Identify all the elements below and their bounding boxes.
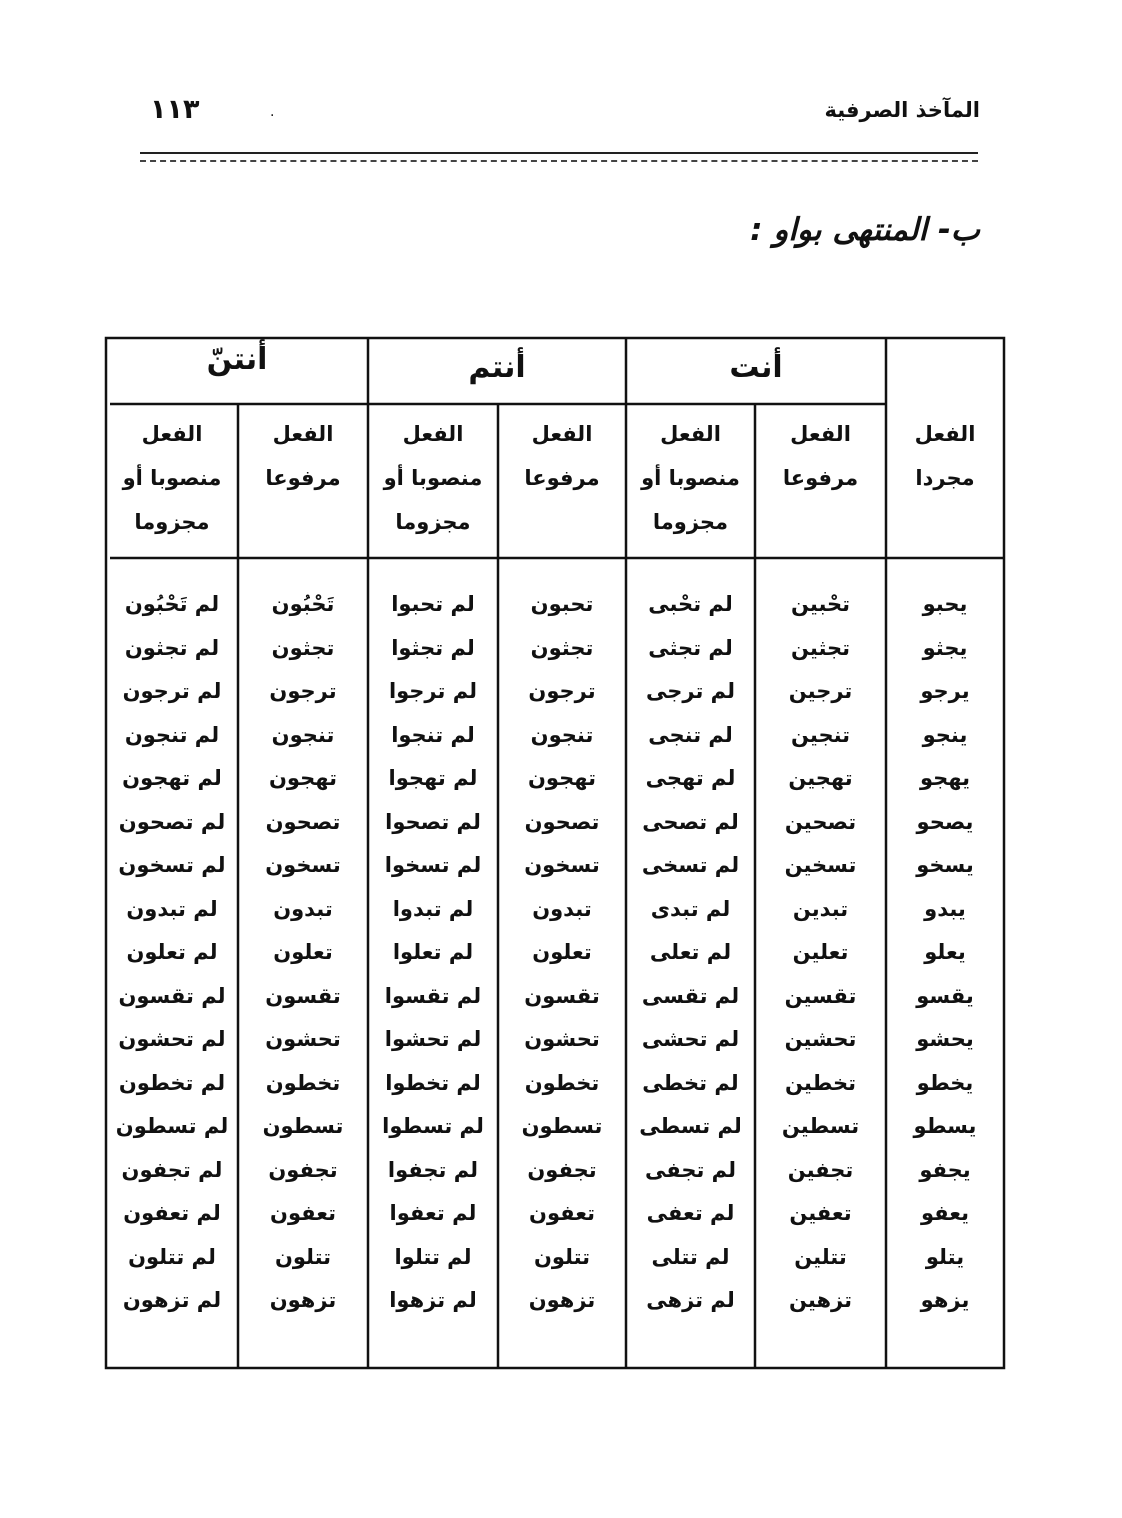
cell-anti-marfu: تهجين [788,766,853,790]
cell-antum-mansub: لم تخطوا [385,1070,481,1095]
cell-antunna-mansub: لم تعفون [123,1201,221,1225]
cell-anti-marfu: تنجين [790,722,851,747]
cell-anti-mansub: لم تزهى [646,1288,735,1312]
cell-antum-marfu: تسخون [524,853,600,877]
cell-antunna-mansub: لم تجثون [124,635,220,660]
cell-antum-mansub: لم تسخوا [384,853,482,877]
cell-anti-marfu: تجفين [787,1157,854,1182]
col-header-base: الفعل مجردا [914,422,976,490]
cell-anti-marfu: تخطين [785,1070,856,1095]
cell-antunna-mansub: لم تنجون [124,722,220,747]
header-rule [140,152,978,162]
cell-antunna-marfu: تَحْبُون [271,592,335,616]
cell-antunna-marfu: تهجون [269,766,337,790]
cell-anti-mansub: لم تنجى [648,722,733,747]
col-header-antum-mansub: الفعل منصوبا أو مجزوما [383,422,483,534]
cell-antunna-marfu: ترجون [269,679,337,703]
cell-antunna-mansub: لم تسخون [118,853,226,877]
cell-antum-mansub: لم تصحوا [385,809,481,834]
cell-antunna-mansub: لم تَحْبُون [124,592,220,616]
cell-base: يقسو [916,983,974,1008]
cell-antunna-marfu: تحشون [265,1027,341,1051]
cell-antum-marfu: تحبون [530,592,594,616]
cell-base: يحشو [916,1027,974,1051]
cell-anti-mansub: لم تهجى [645,766,736,790]
col-header-antunna-mansub: الفعل منصوبا أو مجزوما [122,422,222,534]
cell-antum-marfu: ترجون [528,679,596,703]
print-speck: · [270,108,275,124]
cell-anti-mansub: لم تسخى [641,853,740,877]
cell-antum-mansub: لم تنجوا [391,722,475,747]
cell-antunna-mansub: لم تصحون [118,809,226,834]
col-header-anti-mansub: الفعل منصوبا أو مجزوما [641,422,740,534]
cell-base: يبدو [924,896,966,921]
cell-antum-marfu: تقسون [524,983,600,1008]
cell-antum-marfu: تزهون [528,1288,596,1312]
cell-anti-mansub: لم تسطى [639,1114,742,1138]
cell-antum-marfu: تعلون [532,940,592,964]
cell-base: يحبو [922,592,968,616]
cell-antunna-mansub: لم تخطون [118,1070,226,1095]
cell-antunna-mansub: لم ترجون [122,679,222,703]
cell-anti-mansub: لم تتلى [651,1244,730,1269]
cell-antunna-marfu: تصحون [265,809,341,834]
cell-anti-mansub: لم ترجى [646,679,735,703]
cell-anti-marfu: ترجين [788,679,853,703]
group-label-antunna: أنتنّ [206,342,268,377]
cell-antunna-mansub: لم تهجون [122,766,222,790]
col-header-antum-marfu: الفعل مرفوعا [524,422,600,490]
cell-base: يصحو [916,809,974,834]
cell-anti-marfu: تحْبين [790,592,851,616]
cell-anti-marfu: تتلين [794,1244,847,1269]
cell-antum-mansub: لم تجثوا [391,635,475,660]
cell-anti-mansub: لم تجثى [648,635,733,660]
cell-antunna-mansub: لم تسطون [115,1114,229,1138]
cell-antum-mansub: لم تسطوا [382,1114,484,1138]
cell-base: يعلو [924,940,966,964]
cell-base: يخطو [916,1070,974,1095]
cell-antum-marfu: تجثون [530,635,594,660]
cell-antunna-marfu: تعفون [270,1201,336,1225]
cell-base: يعفو [920,1201,970,1225]
cell-anti-mansub: لم تجفى [644,1157,737,1182]
cell-anti-marfu: تسخين [784,853,857,877]
cell-antunna-marfu: تجثون [271,635,335,660]
cell-base: يسخو [916,853,974,877]
cell-anti-marfu: تقسين [784,983,857,1008]
cell-base: يزهو [920,1288,970,1312]
cell-antum-marfu: تبدون [532,896,592,921]
cell-anti-marfu: تبدين [792,896,849,921]
cell-antum-marfu: تصحون [524,809,600,834]
cell-antunna-mansub: لم تبدون [126,896,218,921]
cell-antunna-mansub: لم تزهون [122,1288,222,1312]
cell-anti-marfu: تصحين [784,809,857,834]
cell-base: يرجو [920,679,970,703]
conjugation-table [100,336,1006,1370]
cell-antum-marfu: تجفون [527,1157,597,1182]
col-header-antunna-marfu: الفعل مرفوعا [265,422,341,490]
cell-base: يهجو [919,766,971,790]
cell-anti-marfu: تجثين [790,635,851,660]
cell-base: ينجو [922,722,968,747]
cell-antunna-marfu: تخطون [265,1070,341,1095]
cell-antum-mansub: لم تقسوا [384,983,482,1008]
cell-base: يجفو [919,1157,971,1182]
cell-anti-marfu: تسطين [781,1114,860,1138]
page-number: ١١٣ [150,94,200,125]
col-header-anti-marfu: الفعل مرفوعا [782,422,859,490]
cell-antum-mansub: لم تحشوا [384,1027,482,1051]
cell-antum-mansub: لم تهجوا [388,766,478,790]
cell-antunna-marfu: تزهون [269,1288,337,1312]
cell-antunna-mansub: لم تحشون [118,1027,226,1051]
cell-antum-mansub: لم تعلوا [392,940,474,964]
cell-antunna-marfu: تتلون [274,1244,332,1269]
cell-antunna-mansub: لم تقسون [118,983,226,1008]
cell-antum-marfu: تهجون [528,766,596,790]
cell-antum-mansub: لم تجفوا [387,1157,479,1182]
cell-anti-mansub: لم تصحى [642,809,739,834]
cell-antunna-mansub: لم تتلون [128,1244,216,1269]
running-header-title: المآخذ الصرفية [824,98,980,122]
group-label-anti: أنت [729,350,783,385]
cell-antum-mansub: لم تعفوا [389,1201,477,1225]
cell-anti-mansub: لم تخطى [642,1070,739,1095]
cell-antunna-marfu: تقسون [265,983,341,1008]
cell-base: يجثو [922,635,968,660]
cell-anti-mansub: لم تعلى [649,940,732,964]
cell-antunna-marfu: تعلون [273,940,333,964]
cell-antunna-mansub: لم تعلون [126,940,218,964]
cell-anti-marfu: تعفين [789,1201,852,1225]
cell-antum-mansub: لم تحبوا [391,592,475,616]
cell-antum-mansub: لم تزهوا [389,1288,477,1312]
cell-antum-marfu: تتلون [533,1244,591,1269]
cell-anti-mansub: لم تبدى [650,896,731,921]
cell-anti-marfu: تزهين [789,1288,852,1312]
cell-anti-marfu: تحشين [784,1027,857,1051]
cell-antum-mansub: لم تبدوا [392,896,474,921]
cell-base: يسطو [913,1114,977,1138]
cell-antum-mansub: لم ترجوا [388,679,478,703]
cell-antum-marfu: تخطون [524,1070,600,1095]
cell-antunna-marfu: تسطون [262,1114,344,1138]
cell-antunna-mansub: لم تجفون [121,1157,223,1182]
cell-antum-marfu: تحشون [524,1027,600,1051]
group-label-antum: أنتم [468,350,526,385]
cell-antum-marfu: تنجون [530,722,594,747]
cell-antum-marfu: تسطون [521,1114,603,1138]
cell-anti-mansub: لم تحْبى [648,592,733,616]
cell-base: يتلو [925,1244,965,1269]
cell-antunna-marfu: تبدون [273,896,333,921]
cell-antum-marfu: تعفون [529,1201,595,1225]
section-title: ب- المنتهى بواو : [750,212,980,248]
cell-antunna-marfu: تنجون [271,722,335,747]
cell-anti-marfu: تعلين [792,940,849,964]
cell-antunna-marfu: تجفون [268,1157,338,1182]
cell-anti-mansub: لم تعفى [646,1201,735,1225]
cell-anti-mansub: لم تقسى [641,983,740,1008]
cell-anti-mansub: لم تحشى [641,1027,740,1051]
cell-antum-mansub: لم تتلوا [394,1244,472,1269]
cell-antunna-marfu: تسخون [265,853,341,877]
